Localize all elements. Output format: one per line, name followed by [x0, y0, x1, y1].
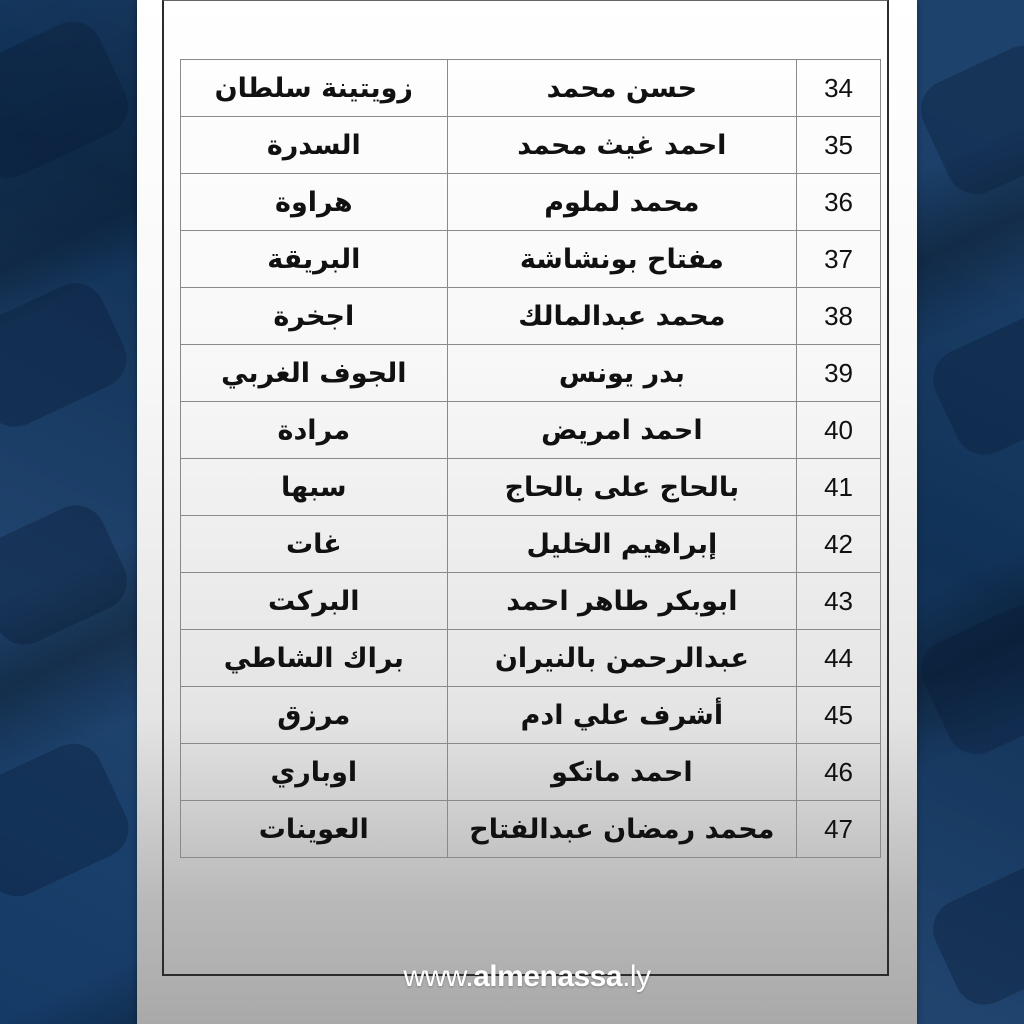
town-cell: الجوف الغربي: [181, 345, 448, 402]
background-shape: [923, 306, 1024, 465]
number-cell: 44: [797, 630, 881, 687]
number-cell: 36: [797, 174, 881, 231]
watermark-prefix: www.: [403, 960, 474, 993]
background-shape: [911, 596, 1024, 764]
table-row: [181, 801, 881, 858]
document-paper: [137, 0, 917, 1024]
table-row: [181, 117, 881, 174]
table-row: [181, 573, 881, 630]
table-row: [181, 288, 881, 345]
table-row: [181, 231, 881, 288]
table-row: [181, 174, 881, 231]
town-cell: العوينات: [181, 801, 448, 858]
number-cell: 38: [797, 288, 881, 345]
number-cell: 46: [797, 744, 881, 801]
name-cell: إبراهيم الخليل: [447, 516, 797, 573]
name-cell: محمد لملوم: [447, 174, 797, 231]
watermark-domain: almenassa: [473, 960, 623, 993]
town-cell: مرزق: [181, 687, 448, 744]
name-cell: احمد ماتكو: [447, 744, 797, 801]
name-cell: عبدالرحمن بالنيران: [447, 630, 797, 687]
town-cell: البركت: [181, 573, 448, 630]
town-cell: البريقة: [181, 231, 448, 288]
table-row: [181, 744, 881, 801]
name-cell: محمد عبدالمالك: [447, 288, 797, 345]
table-row: [181, 687, 881, 744]
background-shape: [0, 734, 138, 906]
town-cell: براك الشاطي: [181, 630, 448, 687]
name-cell: ابوبكر طاهر احمد: [447, 573, 797, 630]
town-cell: اوباري: [181, 744, 448, 801]
background-shape: [923, 856, 1024, 1015]
number-cell: 42: [797, 516, 881, 573]
watermark-suffix: .ly: [622, 960, 651, 993]
background-shape: [911, 36, 1024, 204]
number-cell: 47: [797, 801, 881, 858]
table-row: [181, 345, 881, 402]
number-cell: 35: [797, 117, 881, 174]
number-cell: 39: [797, 345, 881, 402]
table-row: [181, 630, 881, 687]
number-cell: 41: [797, 459, 881, 516]
town-cell: غات: [181, 516, 448, 573]
name-cell: أشرف علي ادم: [447, 687, 797, 744]
background-shape: [0, 273, 136, 436]
table-row: [181, 60, 881, 117]
town-cell: مرادة: [181, 402, 448, 459]
name-cell: مفتاح بونشاشة: [447, 231, 797, 288]
table-row: [181, 459, 881, 516]
number-cell: 40: [797, 402, 881, 459]
name-cell: حسن محمد: [447, 60, 797, 117]
number-cell: 34: [797, 60, 881, 117]
table-row: [181, 516, 881, 573]
name-cell: احمد غيث محمد: [447, 117, 797, 174]
number-cell: 37: [797, 231, 881, 288]
number-cell: 43: [797, 573, 881, 630]
table-row: [181, 402, 881, 459]
website-watermark: [137, 960, 917, 994]
background-shape: [0, 496, 137, 655]
name-cell: احمد امريض: [447, 402, 797, 459]
town-cell: هراوة: [181, 174, 448, 231]
town-cell: السدرة: [181, 117, 448, 174]
town-cell: سبها: [181, 459, 448, 516]
name-cell: محمد رمضان عبدالفتاح: [447, 801, 797, 858]
name-cell: بدر يونس: [447, 345, 797, 402]
name-cell: بالحاج على بالحاج: [447, 459, 797, 516]
background-shape: [0, 12, 138, 188]
names-table: [180, 59, 881, 858]
town-cell: اجخرة: [181, 288, 448, 345]
town-cell: زويتينة سلطان: [181, 60, 448, 117]
number-cell: 45: [797, 687, 881, 744]
